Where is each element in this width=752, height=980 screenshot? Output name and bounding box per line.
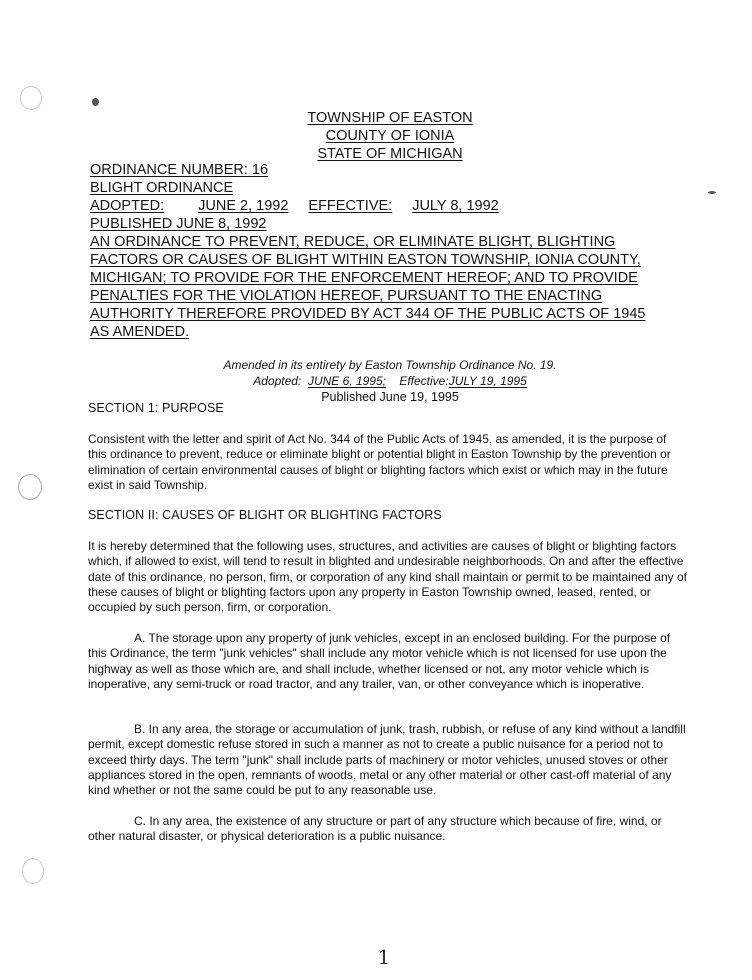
section1-paragraph: Consistent with the letter and spirit of Act No. 344 of the Public Acts of 1945, as amended, it is the purpose of this ordinance to prevent, reduce or eliminate blight or potential blight in Easton Township by the prevention or elimination of certain environmental causes of blight or blighting factors which exist or which may in the future exist in said Township.	[88, 432, 671, 492]
section2-item-a: A. The storage upon any property of junk vehicles, except in an enclosed building. For the purpose of this Ordinance, the term "junk vehicles" shall include any motor vehicle which is not licensed for use upon the highway as well as those which are, and shall include, whether licensed or not, any motor vehicle which is inoperative, any semi-truck or road tractor, and any trailer, van, or other conveyance which is inoperative.	[88, 631, 671, 691]
amend-effective-date: JULY 19, 1995	[448, 374, 527, 388]
section2-heading: SECTION II: CAUSES OF BLIGHT OR BLIGHTING FACTORS	[88, 508, 442, 522]
punch-hole-middle	[18, 474, 42, 500]
section2-item-c: C. In any area, the existence of any structure or part of any structure which because of fire, wind, or other natural disaster, or physical deterioration is a public nuisance.	[88, 814, 662, 844]
effective-label: EFFECTIVE:	[308, 198, 393, 214]
punch-hole-top	[20, 86, 42, 110]
ordinance-number: ORDINANCE NUMBER: 16	[90, 162, 269, 178]
county-name: COUNTY OF IONIA	[325, 128, 455, 144]
ordinance-name: BLIGHT ORDINANCE	[90, 180, 234, 196]
title-line: AN ORDINANCE TO PREVENT, REDUCE, OR ELIMINATE BLIGHT, BLIGHTING	[90, 234, 616, 250]
amend-published: Published June 19, 1995	[321, 390, 459, 404]
effective-date: JULY 8, 1992	[412, 198, 499, 214]
page-number: 1	[377, 945, 391, 969]
title-line: AUTHORITY THEREFORE PROVIDED BY ACT 344 OF THE PUBLIC ACTS OF 1945	[90, 306, 646, 322]
ordinance-info	[90, 161, 690, 341]
scan-speck	[708, 191, 716, 194]
section2-item-b: B. In any area, the storage or accumulation of junk, trash, rubbish, or refuse of any kind without a landfill permit, except domestic refuse stored in such a manner as not to create a public nuisance for a period not to exceed thirty days. The term "junk" shall include parts of machinery or motor vehicles, unused stoves or other appliances stored in the open, remnants of woods, metal or any other material or other cast-off material of any kind whether or not the same could be put to any reasonable use.	[88, 722, 686, 798]
township-name: TOWNSHIP OF EASTON	[307, 110, 473, 126]
state-name: STATE OF MICHIGAN	[317, 146, 463, 162]
adoption-dates	[90, 197, 512, 215]
amend-adopted-label: Adopted:	[253, 374, 302, 388]
published-date: PUBLISHED JUNE 8, 1992	[90, 216, 267, 232]
section1-heading: SECTION 1: PURPOSE	[88, 401, 224, 415]
title-line: PENALTIES FOR THE VIOLATION HEREOF, PURSUANT TO THE ENACTING	[90, 288, 603, 304]
amendment-dates	[28, 373, 752, 389]
amend-adopted-date: JUNE 6, 1995;	[307, 374, 386, 388]
amend-effective-label: Effective:	[399, 374, 449, 388]
scan-speck	[92, 98, 99, 106]
adopted-date: JUNE 2, 1992	[198, 198, 289, 214]
amendment-note	[0, 357, 752, 405]
ordinance-title	[90, 233, 690, 341]
adoption-line	[90, 197, 690, 215]
adopted-label: ADOPTED:	[90, 198, 165, 214]
amendment-line: Amended in its entirety by Easton Township Ordinance No. 19.	[223, 358, 557, 372]
title-line: AS AMENDED.	[90, 324, 190, 340]
punch-hole-bottom	[22, 858, 44, 884]
title-line: MICHIGAN; TO PROVIDE FOR THE ENFORCEMENT HEREOF; AND TO PROVIDE	[90, 270, 638, 286]
section2-intro: It is hereby determined that the following uses, structures, and activities are causes of blight or blighting factors which, if allowed to exist, will tend to result in blighted and undesirable neighborhoods. On and after the effective date of this ordinance, no person, firm, or corporation of any kind shall maintain or permit to be maintained any of these causes of blight or blighting factors upon any property in Easton Township owned, leased, rented, or occupied by such person, firm, or corporation.	[88, 539, 687, 615]
title-line: FACTORS OR CAUSES OF BLIGHT WITHIN EASTON TOWNSHIP, IONIA COUNTY,	[90, 252, 641, 268]
township-header	[0, 109, 752, 163]
